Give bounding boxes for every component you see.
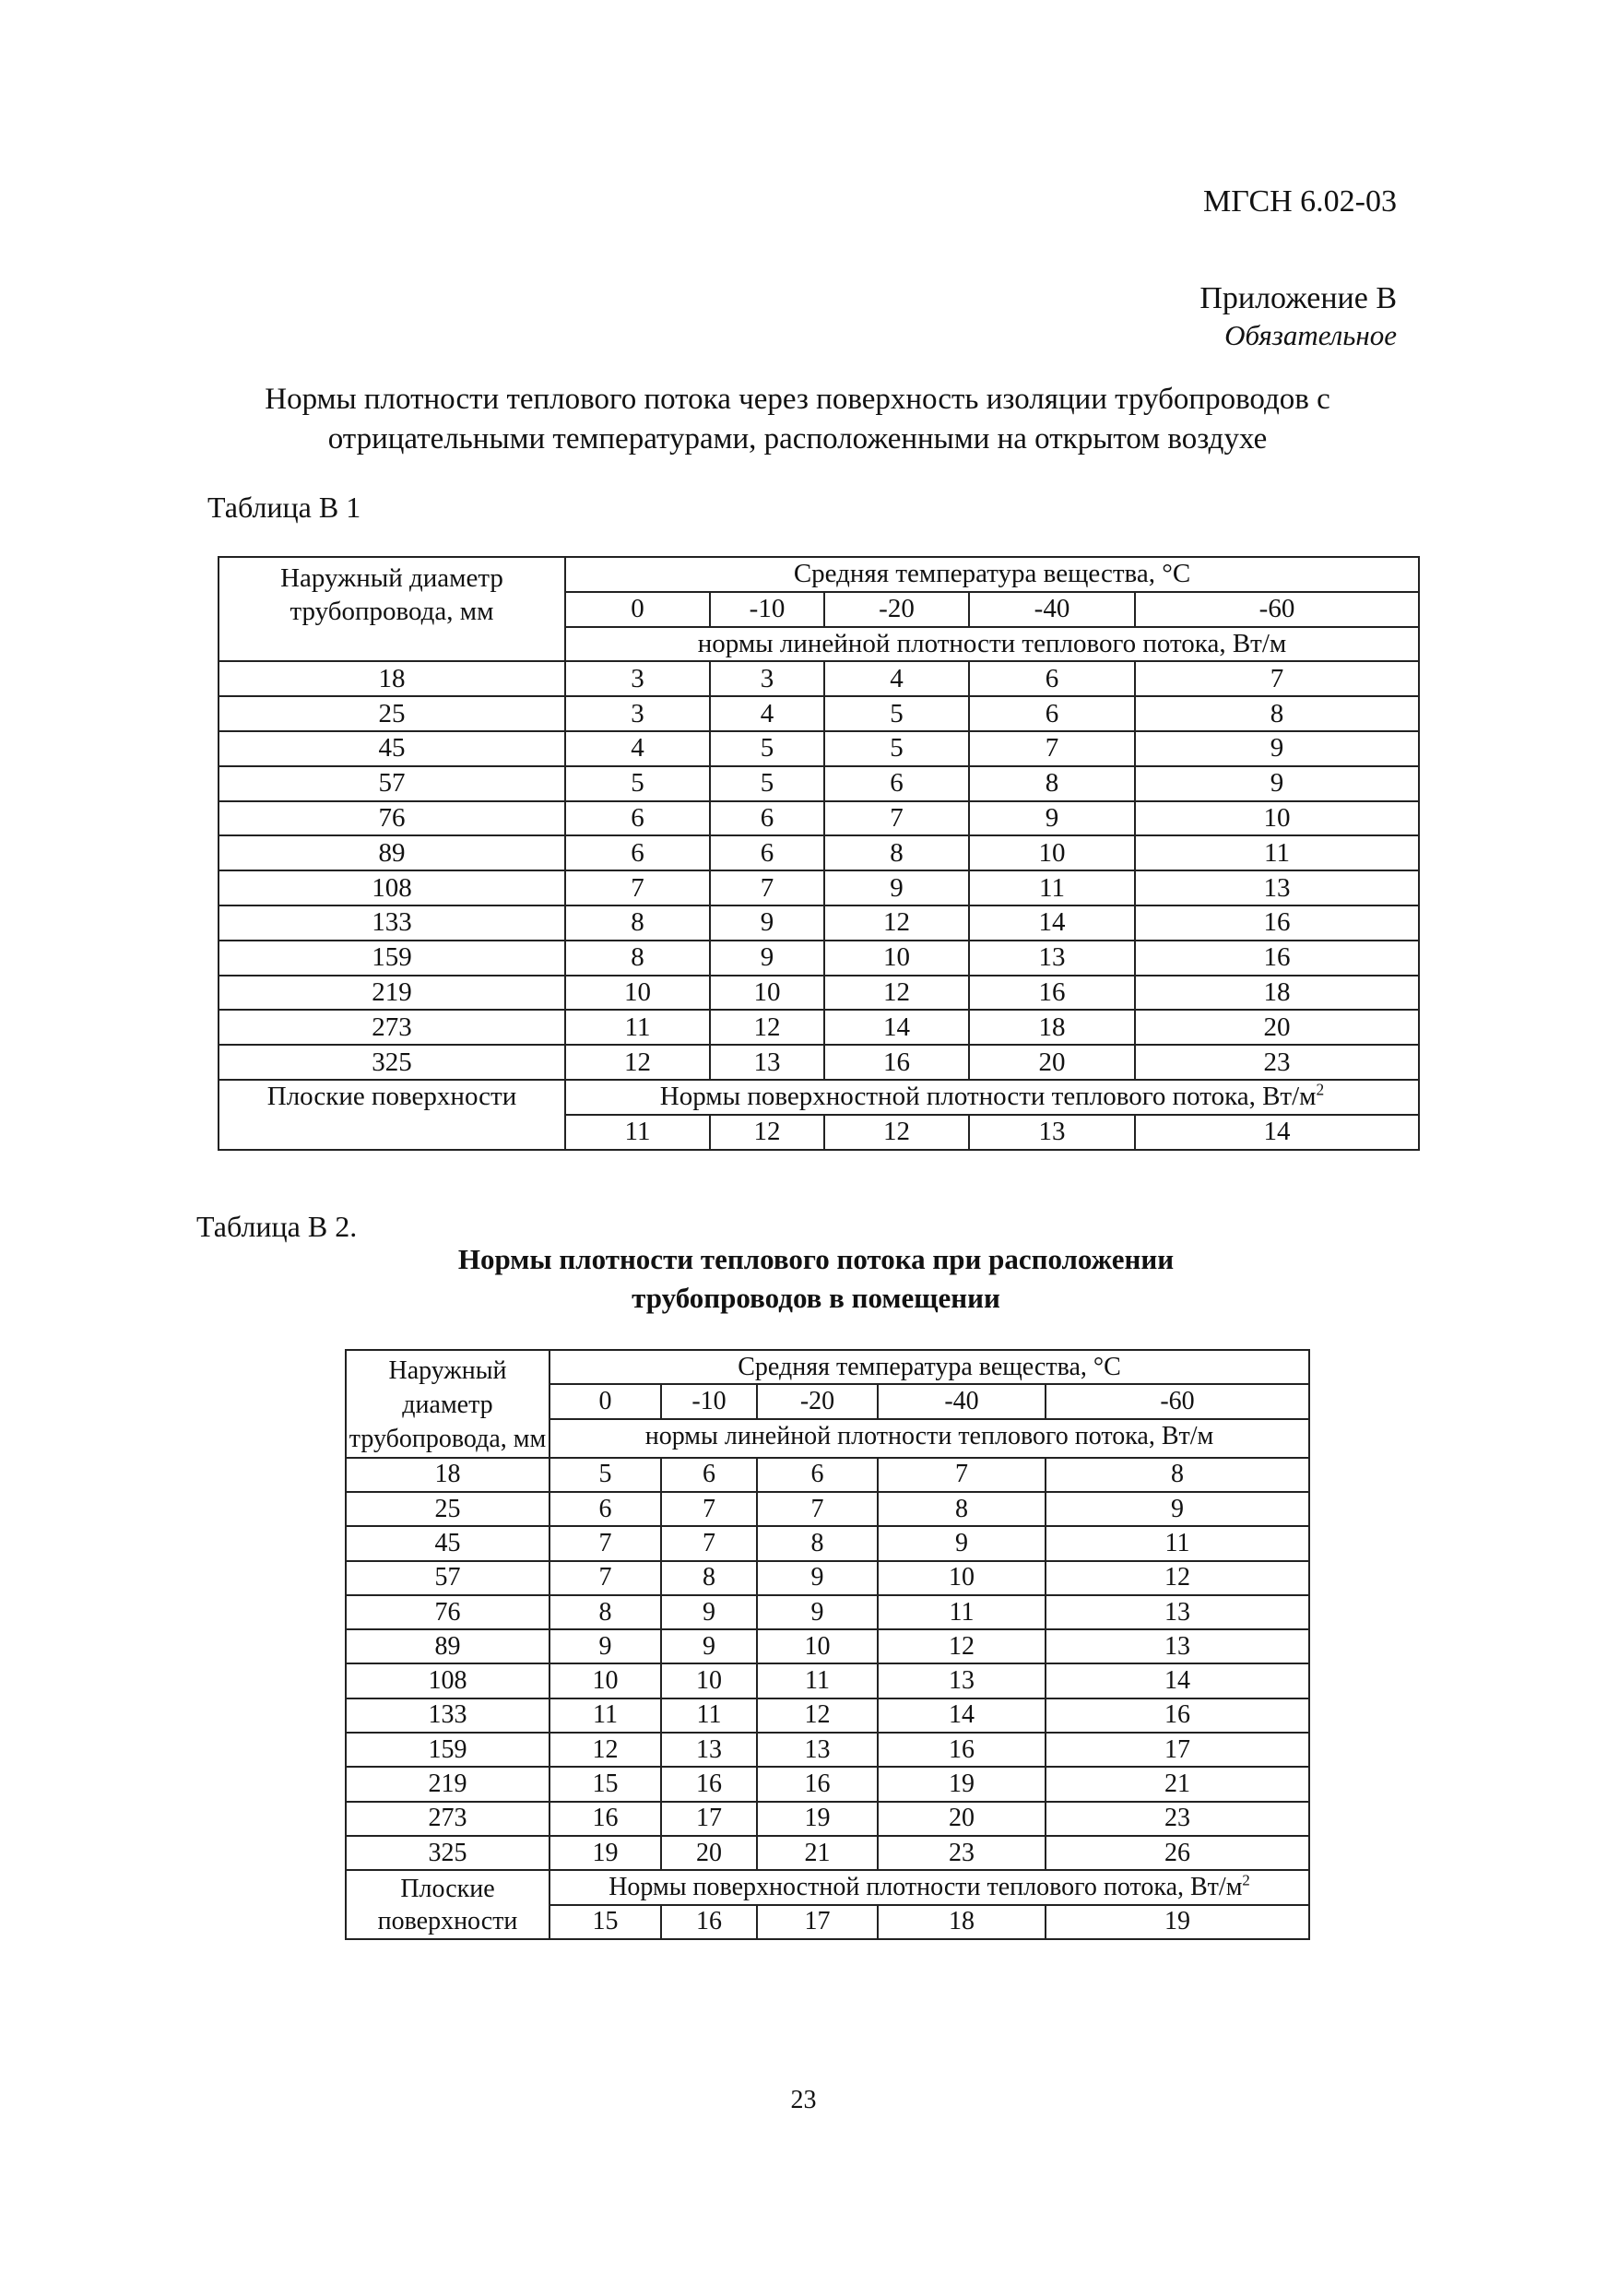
diameter-cell: 159 — [346, 1733, 549, 1767]
value-cell: 7 — [969, 731, 1135, 766]
table1 — [218, 556, 1420, 1151]
table2-label: Таблица В 2. — [196, 1210, 358, 1243]
value-cell: 15 — [549, 1767, 661, 1801]
value-cell: 20 — [1135, 1010, 1419, 1045]
flat-value-cell: 14 — [1135, 1115, 1419, 1150]
table1-label: Таблица В 1 — [207, 491, 361, 524]
table2-diameter-header: Наружный диаметр трубопровода, мм — [346, 1350, 549, 1458]
table2-heading — [364, 1240, 1268, 1318]
table2-surface-norm-header — [549, 1870, 1309, 1904]
value-cell: 4 — [565, 731, 710, 766]
table-row — [346, 1733, 1309, 1767]
value-cell: 16 — [549, 1802, 661, 1836]
value-cell: 16 — [661, 1767, 757, 1801]
value-cell: 7 — [661, 1526, 757, 1560]
value-cell: 9 — [661, 1595, 757, 1629]
value-cell: 10 — [1135, 801, 1419, 836]
value-cell: 11 — [549, 1698, 661, 1733]
value-cell: 6 — [565, 835, 710, 870]
table2 — [345, 1349, 1310, 1940]
unit-exponent: 2 — [1316, 1080, 1325, 1099]
value-cell: 13 — [1046, 1629, 1309, 1663]
temperature-header-cell: -10 — [661, 1384, 757, 1418]
flat-value-cell: 18 — [878, 1905, 1046, 1939]
diameter-cell: 325 — [346, 1836, 549, 1870]
value-cell: 18 — [969, 1010, 1135, 1045]
table-row — [219, 731, 1419, 766]
value-cell: 8 — [824, 835, 969, 870]
value-cell: 5 — [565, 766, 710, 801]
value-cell: 16 — [969, 976, 1135, 1011]
value-cell: 9 — [661, 1629, 757, 1663]
table1-surface-norm-header — [565, 1080, 1419, 1115]
flat-value-cell: 17 — [757, 1905, 878, 1939]
value-cell: 16 — [1135, 941, 1419, 976]
table-row — [219, 801, 1419, 836]
value-cell: 19 — [878, 1767, 1046, 1801]
temperature-header-cell: -40 — [878, 1384, 1046, 1418]
temperature-header-cell: 0 — [549, 1384, 661, 1418]
table2-heading-line1: Нормы плотности теплового потока при расположении — [457, 1243, 1175, 1275]
table2-heading-line2: трубопроводов в помещении — [632, 1281, 1000, 1314]
value-cell: 12 — [824, 976, 969, 1011]
value-cell: 11 — [1046, 1526, 1309, 1560]
value-cell: 13 — [1135, 870, 1419, 905]
value-cell: 10 — [710, 976, 824, 1011]
value-cell: 9 — [549, 1629, 661, 1663]
value-cell: 6 — [969, 696, 1135, 731]
diameter-cell: 89 — [346, 1629, 549, 1663]
page-number: 23 — [790, 2086, 817, 2114]
value-cell: 20 — [661, 1836, 757, 1870]
table2-temperature-header: Средняя температура вещества, °С — [549, 1350, 1309, 1384]
surface-norm-text: Нормы поверхностной плотности теплового потока, Вт/м — [659, 1082, 1317, 1112]
appendix-title: Приложение В — [1199, 281, 1397, 315]
value-cell: 9 — [710, 905, 824, 941]
value-cell: 6 — [549, 1492, 661, 1526]
table1-linear-norm-header: нормы линейной плотности теплового потока, Вт/м — [565, 627, 1419, 662]
value-cell: 12 — [565, 1045, 710, 1080]
value-cell: 6 — [710, 801, 824, 836]
diameter-cell: 45 — [346, 1526, 549, 1560]
value-cell: 12 — [878, 1629, 1046, 1663]
value-cell: 23 — [878, 1836, 1046, 1870]
value-cell: 5 — [824, 696, 969, 731]
value-cell: 11 — [757, 1663, 878, 1698]
value-cell: 26 — [1046, 1836, 1309, 1870]
flat-value-cell: 13 — [969, 1115, 1135, 1150]
value-cell: 19 — [549, 1836, 661, 1870]
diameter-cell: 18 — [219, 661, 565, 696]
appendix-status: Обязательное — [1224, 319, 1397, 351]
table-row — [346, 1561, 1309, 1595]
value-cell: 14 — [824, 1010, 969, 1045]
diameter-cell: 133 — [346, 1698, 549, 1733]
value-cell: 7 — [757, 1492, 878, 1526]
table2-linear-norm-header: нормы линейной плотности теплового потока, Вт/м — [549, 1419, 1309, 1458]
table2-body — [346, 1458, 1309, 1871]
value-cell: 9 — [1046, 1492, 1309, 1526]
diameter-cell: 325 — [219, 1045, 565, 1080]
value-cell: 16 — [757, 1767, 878, 1801]
value-cell: 8 — [565, 941, 710, 976]
value-cell: 10 — [549, 1663, 661, 1698]
value-cell: 8 — [757, 1526, 878, 1560]
table-row — [219, 661, 1419, 696]
value-cell: 7 — [710, 870, 824, 905]
value-cell: 6 — [757, 1458, 878, 1492]
temperature-header-cell: -60 — [1046, 1384, 1309, 1418]
table-row — [219, 696, 1419, 731]
value-cell: 3 — [710, 661, 824, 696]
value-cell: 16 — [824, 1045, 969, 1080]
value-cell: 7 — [661, 1492, 757, 1526]
table-row — [219, 941, 1419, 976]
value-cell: 6 — [710, 835, 824, 870]
table1-heading: Нормы плотности теплового потока через поверхность изоляции трубопроводов с отрицательными температурами, расположенными на открытом воздухе — [265, 383, 1330, 456]
flat-value-cell: 12 — [710, 1115, 824, 1150]
table-row — [346, 1698, 1309, 1733]
value-cell: 23 — [1046, 1802, 1309, 1836]
value-cell: 9 — [969, 801, 1135, 836]
value-cell: 11 — [661, 1698, 757, 1733]
value-cell: 12 — [710, 1010, 824, 1045]
value-cell: 13 — [710, 1045, 824, 1080]
diameter-cell: 108 — [346, 1663, 549, 1698]
value-cell: 13 — [878, 1663, 1046, 1698]
value-cell: 9 — [757, 1561, 878, 1595]
table-row — [346, 1767, 1309, 1801]
table-row — [346, 1802, 1309, 1836]
value-cell: 7 — [565, 870, 710, 905]
value-cell: 9 — [757, 1595, 878, 1629]
table-row — [219, 905, 1419, 941]
temperature-header-cell: -20 — [757, 1384, 878, 1418]
value-cell: 23 — [1135, 1045, 1419, 1080]
flat-value-cell: 19 — [1046, 1905, 1309, 1939]
temperature-header-cell: 0 — [565, 592, 710, 627]
table-row — [346, 1492, 1309, 1526]
diameter-cell: 57 — [346, 1561, 549, 1595]
value-cell: 7 — [878, 1458, 1046, 1492]
document-code: МГСН 6.02-03 — [1203, 184, 1397, 219]
value-cell: 19 — [757, 1802, 878, 1836]
value-cell: 18 — [1135, 976, 1419, 1011]
diameter-cell: 25 — [346, 1492, 549, 1526]
value-cell: 20 — [878, 1802, 1046, 1836]
value-cell: 13 — [661, 1733, 757, 1767]
value-cell: 16 — [1046, 1698, 1309, 1733]
diameter-cell: 89 — [219, 835, 565, 870]
surface-norm-text: Нормы поверхностной плотности теплового потока, Вт/м — [609, 1872, 1243, 1901]
diameter-cell: 159 — [219, 941, 565, 976]
diameter-cell: 273 — [219, 1010, 565, 1045]
value-cell: 12 — [824, 905, 969, 941]
value-cell: 7 — [549, 1561, 661, 1595]
value-cell: 9 — [824, 870, 969, 905]
value-cell: 3 — [565, 696, 710, 731]
diameter-cell: 273 — [346, 1802, 549, 1836]
value-cell: 13 — [757, 1733, 878, 1767]
value-cell: 8 — [565, 905, 710, 941]
value-cell: 5 — [710, 766, 824, 801]
value-cell: 16 — [1135, 905, 1419, 941]
value-cell: 17 — [1046, 1733, 1309, 1767]
value-cell: 21 — [757, 1836, 878, 1870]
value-cell: 8 — [1135, 696, 1419, 731]
value-cell: 11 — [878, 1595, 1046, 1629]
table1-temperature-header: Средняя температура вещества, °С — [565, 557, 1419, 592]
value-cell: 16 — [878, 1733, 1046, 1767]
temperature-header-cell: -10 — [710, 592, 824, 627]
value-cell: 8 — [1046, 1458, 1309, 1492]
value-cell: 7 — [1135, 661, 1419, 696]
diameter-cell: 45 — [219, 731, 565, 766]
value-cell: 11 — [565, 1010, 710, 1045]
value-cell: 21 — [1046, 1767, 1309, 1801]
value-cell: 20 — [969, 1045, 1135, 1080]
value-cell: 6 — [565, 801, 710, 836]
table1-flat-label: Плоские поверхности — [219, 1080, 565, 1150]
value-cell: 4 — [710, 696, 824, 731]
table-row — [346, 1629, 1309, 1663]
diameter-cell: 76 — [219, 801, 565, 836]
value-cell: 7 — [549, 1526, 661, 1560]
value-cell: 17 — [661, 1802, 757, 1836]
table-row — [346, 1595, 1309, 1629]
diameter-cell: 219 — [219, 976, 565, 1011]
value-cell: 13 — [969, 941, 1135, 976]
value-cell: 11 — [969, 870, 1135, 905]
value-cell: 12 — [757, 1698, 878, 1733]
value-cell: 6 — [969, 661, 1135, 696]
unit-exponent: 2 — [1242, 1871, 1250, 1889]
table1-body — [219, 661, 1419, 1080]
value-cell: 10 — [878, 1561, 1046, 1595]
diameter-cell: 108 — [219, 870, 565, 905]
table-row — [219, 1045, 1419, 1080]
flat-value-cell: 11 — [565, 1115, 710, 1150]
value-cell: 12 — [549, 1733, 661, 1767]
value-cell: 10 — [824, 941, 969, 976]
value-cell: 14 — [1046, 1663, 1309, 1698]
diameter-cell: 219 — [346, 1767, 549, 1801]
value-cell: 6 — [661, 1458, 757, 1492]
value-cell: 8 — [878, 1492, 1046, 1526]
flat-value-cell: 15 — [549, 1905, 661, 1939]
table-row — [346, 1458, 1309, 1492]
value-cell: 8 — [969, 766, 1135, 801]
diameter-cell: 18 — [346, 1458, 549, 1492]
table-row — [219, 1010, 1419, 1045]
table-row — [219, 976, 1419, 1011]
flat-value-cell: 16 — [661, 1905, 757, 1939]
value-cell: 9 — [878, 1526, 1046, 1560]
value-cell: 13 — [1046, 1595, 1309, 1629]
temperature-header-cell: -40 — [969, 592, 1135, 627]
diameter-cell: 133 — [219, 905, 565, 941]
value-cell: 7 — [824, 801, 969, 836]
table-row — [219, 870, 1419, 905]
value-cell: 9 — [1135, 731, 1419, 766]
table-row — [346, 1663, 1309, 1698]
value-cell: 8 — [549, 1595, 661, 1629]
value-cell: 4 — [824, 661, 969, 696]
temperature-header-cell: -60 — [1135, 592, 1419, 627]
value-cell: 10 — [969, 835, 1135, 870]
value-cell: 3 — [565, 661, 710, 696]
value-cell: 14 — [878, 1698, 1046, 1733]
diameter-cell: 57 — [219, 766, 565, 801]
table-row — [219, 835, 1419, 870]
value-cell: 5 — [824, 731, 969, 766]
value-cell: 9 — [1135, 766, 1419, 801]
value-cell: 6 — [824, 766, 969, 801]
value-cell: 5 — [549, 1458, 661, 1492]
value-cell: 11 — [1135, 835, 1419, 870]
value-cell: 10 — [565, 976, 710, 1011]
flat-value-cell: 12 — [824, 1115, 969, 1150]
value-cell: 9 — [710, 941, 824, 976]
value-cell: 8 — [661, 1561, 757, 1595]
value-cell: 10 — [661, 1663, 757, 1698]
value-cell: 12 — [1046, 1561, 1309, 1595]
diameter-cell: 76 — [346, 1595, 549, 1629]
table2-flat-label: Плоские поверхности — [346, 1870, 549, 1939]
table-row — [346, 1836, 1309, 1870]
table1-diameter-header: Наружный диаметр трубопровода, мм — [219, 557, 565, 661]
value-cell: 14 — [969, 905, 1135, 941]
diameter-cell: 25 — [219, 696, 565, 731]
table-row — [219, 766, 1419, 801]
temperature-header-cell: -20 — [824, 592, 969, 627]
value-cell: 5 — [710, 731, 824, 766]
table-row — [346, 1526, 1309, 1560]
value-cell: 10 — [757, 1629, 878, 1663]
